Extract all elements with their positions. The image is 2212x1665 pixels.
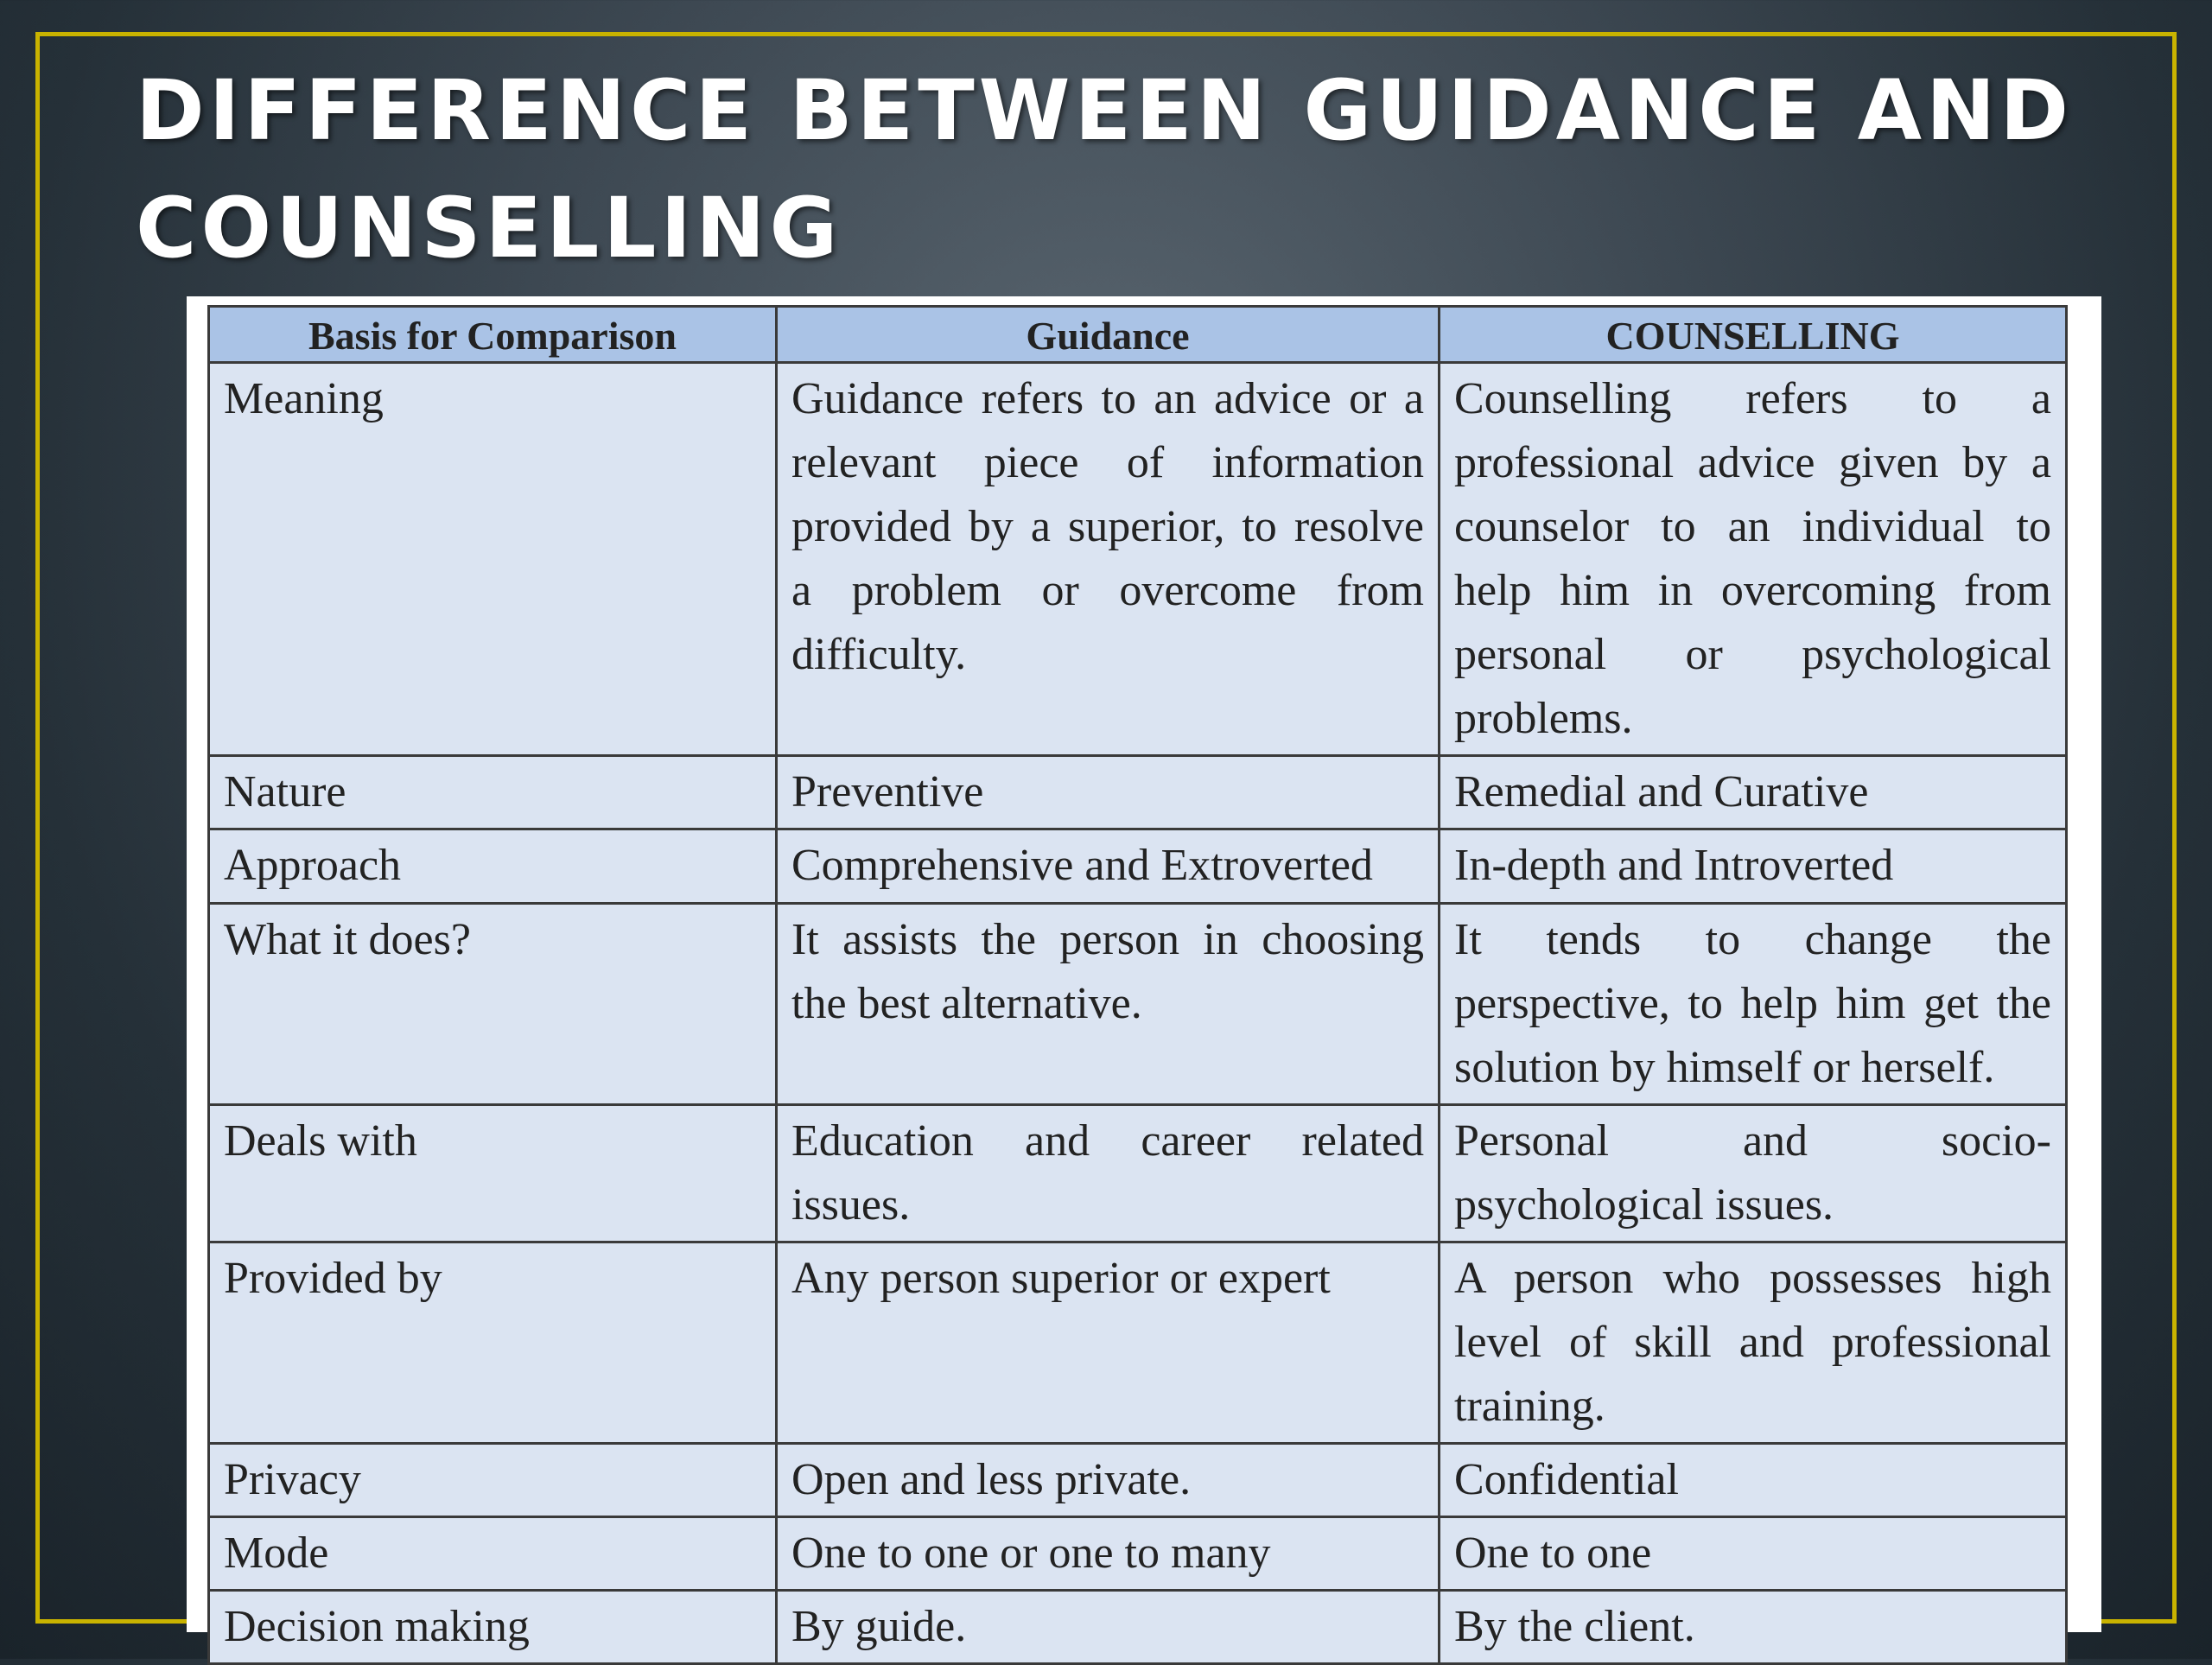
table-row: [209, 1517, 2067, 1591]
row-counselling-cell: Remedial and Curative: [1440, 756, 2067, 829]
row-basis-cell: Privacy: [209, 1444, 777, 1517]
header-counselling: COUNSELLING: [1440, 307, 2067, 363]
row-counselling-cell: Confidential: [1440, 1444, 2067, 1517]
table-row: [209, 1444, 2067, 1517]
table-row: [209, 829, 2067, 904]
row-basis-cell: What it does?: [209, 904, 777, 1105]
row-guidance-cell: Any person superior or expert: [777, 1242, 1440, 1444]
row-counselling-cell: In-depth and Introverted: [1440, 829, 2067, 904]
row-basis-cell: Mode: [209, 1517, 777, 1591]
row-guidance-cell: Preventive: [777, 756, 1440, 829]
row-counselling-cell: A person who possesses high level of skill and professional training.: [1440, 1242, 2067, 1444]
row-counselling-cell: Counselling refers to a professional advice given by a counselor to an individual to help him in overcoming from personal or psychological problems.: [1440, 363, 2067, 756]
row-guidance-cell: Comprehensive and Extroverted: [777, 829, 1440, 904]
row-guidance-cell: One to one or one to many: [777, 1517, 1440, 1591]
row-basis-cell: Nature: [209, 756, 777, 829]
table-row: [209, 1591, 2067, 1664]
table-row: [209, 363, 2067, 756]
row-guidance-cell: It assists the person in choosing the best alternative.: [777, 904, 1440, 1105]
row-guidance-cell: By guide.: [777, 1591, 1440, 1664]
table-row: [209, 756, 2067, 829]
row-counselling-cell: It tends to change the perspective, to help him get the solution by himself or herself.: [1440, 904, 2067, 1105]
header-basis: Basis for Comparison: [209, 307, 777, 363]
row-guidance-cell: Education and career related issues.: [777, 1105, 1440, 1242]
row-guidance-cell: Guidance refers to an advice or a relevant piece of information provided by a superior, to resolve a problem or overcome from difficulty.: [777, 363, 1440, 756]
table-row: [209, 1242, 2067, 1444]
row-counselling-cell: By the client.: [1440, 1591, 2067, 1664]
comparison-table: [207, 305, 2068, 1665]
row-counselling-cell: Personal and socio-psychological issues.: [1440, 1105, 2067, 1242]
row-guidance-cell: Open and less private.: [777, 1444, 1440, 1517]
slide-title: DIFFERENCE BETWEEN GUIDANCE AND COUNSELLING: [136, 62, 2074, 276]
header-guidance: Guidance: [777, 307, 1440, 363]
table-header-row: [209, 307, 2067, 363]
table-panel: [187, 296, 2101, 1651]
table-row: [209, 1105, 2067, 1242]
row-counselling-cell: One to one: [1440, 1517, 2067, 1591]
row-basis-cell: Decision making: [209, 1591, 777, 1664]
row-basis-cell: Meaning: [209, 363, 777, 756]
row-basis-cell: Approach: [209, 829, 777, 904]
row-basis-cell: Deals with: [209, 1105, 777, 1242]
row-basis-cell: Provided by: [209, 1242, 777, 1444]
table-row: [209, 904, 2067, 1105]
